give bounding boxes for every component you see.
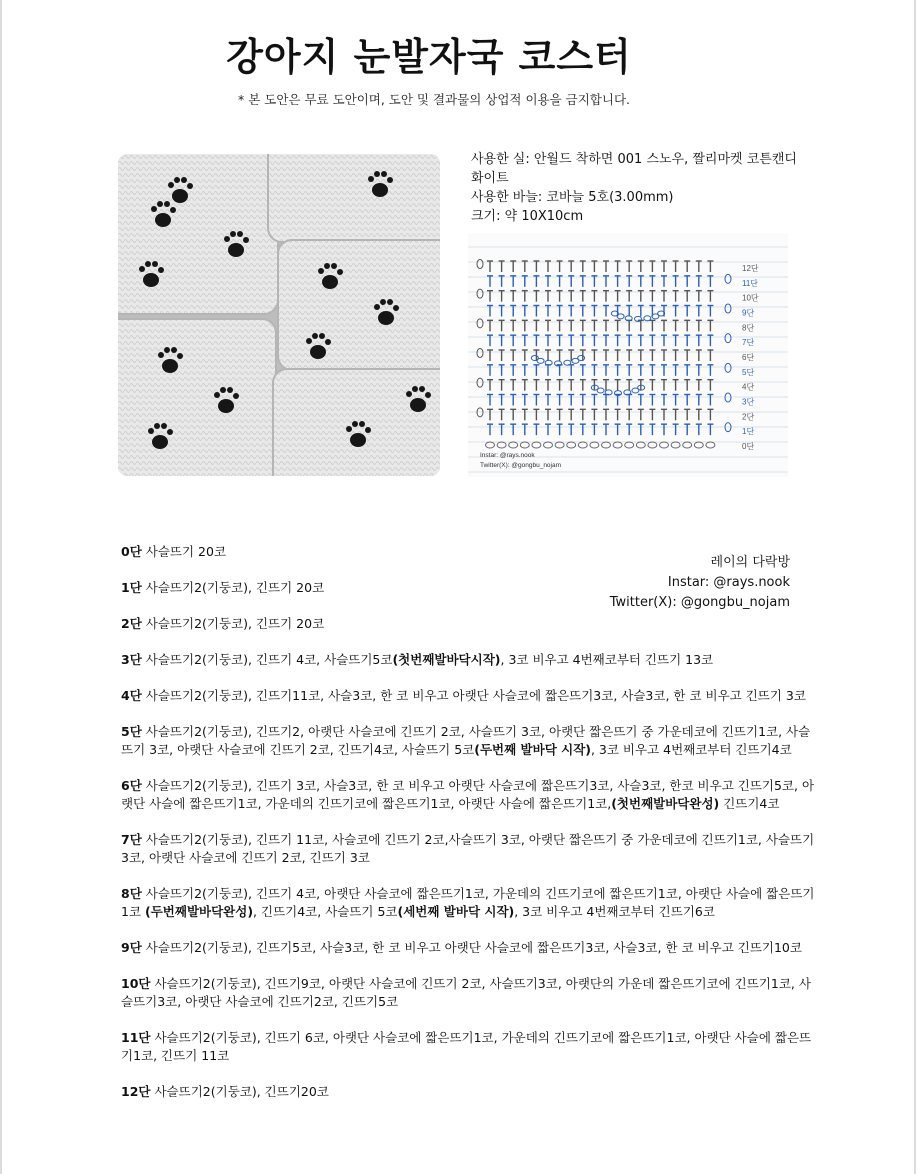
row-text: 사슬뜨기2(기둥코), 긴뜨기5코, 사슬3코, 한 코 비우고 아랫단 사슬코에 짧은뜨기3코, 사슬3코, 한 코 비우고 긴뜨기10코 [145, 940, 802, 955]
row-text: 사슬뜨기2(기둥코), 긴뜨기11코, 사슬3코, 한 코 비우고 아랫단 사슬코에 짧은뜨기3코, 사슬3코, 한 코 비우고 긴뜨기 3코 [145, 688, 806, 703]
hook-info: 사용한 바늘: 코바늘 5호(3.00mm) [471, 190, 674, 205]
row-text: 사슬뜨기2(기둥코), 긴뜨기9코, 아랫단 사슬코에 긴뜨기 2코, 사슬뜨기3코, 아랫단의 가운데 짧은뜨기코에 긴뜨기1코, 사슬뜨기3코, 아랫단 사슬코에 긴뜨기2코, 긴뜨기5코 [121, 976, 811, 1009]
row-instruction [121, 975, 821, 1011]
chart-chain-stitch [520, 442, 529, 448]
row-label: 7단 [121, 832, 142, 847]
row-highlight: (두번째발바닥완성) [145, 904, 254, 919]
row-highlight: (세번째 발바닥 시작) [397, 904, 515, 919]
row-label: 3단 [121, 652, 142, 667]
row-text: 사슬뜨기2(기둥코), 긴뜨기 6코, 아랫단 사슬코에 짧은뜨기1코, 가운데의 긴뜨기코에 짧은뜨기1코, 아랫단 사슬에 짧은뜨기1코, 긴뜨기 11코 [121, 1030, 812, 1063]
chart-chain-stitch [671, 442, 680, 448]
chart-turning-chain [725, 363, 731, 372]
chart-paw-chain [644, 316, 651, 321]
chart-chain-stitch [625, 442, 634, 448]
chart-turning-chain [725, 304, 731, 313]
row-text: , 3코 비우고 4번째코부터 긴뜨기4코 [590, 742, 792, 757]
row-text: 사슬뜨기2(기둥코), 긴뜨기2, 아랫단 사슬코에 긴뜨기 2코, 사슬뜨기 3코, 아랫단 짧은뜨기 중 가운데코에 긴뜨기1코, 사슬뜨기 3코, 아랫단 사슬코에 긴뜨기 2코, 긴뜨기4코, 사슬뜨기 5코 [121, 724, 811, 757]
row-instruction [121, 723, 821, 759]
chart-row-label: 6단 [742, 353, 755, 362]
page-title: 강아지 눈발자국 코스터 [226, 35, 632, 79]
yarn-info-line1: 사용한 실: 안월드 착하면 001 스노우, 짤리마켓 코튼캔디 [471, 152, 797, 167]
chart-turning-chain [477, 378, 483, 387]
row-instruction [121, 1029, 821, 1065]
chart-chain-stitch [578, 442, 587, 448]
row-text: 사슬뜨기2(기둥코), 긴뜨기 20코 [145, 616, 325, 631]
chart-chain-stitch [509, 442, 518, 448]
chart-row-label: 8단 [742, 323, 755, 333]
credit-name: 레이의 다락방 [710, 555, 790, 570]
row-text: , 3코 비우고 4번째코부터 긴뜨기6코 [514, 904, 715, 919]
row-instructions [121, 543, 821, 1119]
row-highlight: (첫번째발바닥완성) [611, 796, 720, 811]
chart-chain-stitch [636, 442, 645, 448]
chart-chain-stitch [486, 442, 495, 448]
row-highlight: (두번째 발바닥 시작) [474, 742, 591, 757]
size-info: 크기: 약 10X10cm [471, 209, 584, 224]
chart-row-label: 12단 [742, 264, 759, 273]
chart-chain-stitch [648, 442, 657, 448]
chart-row-label: 2단 [742, 412, 755, 422]
chart-row-label: 9단 [742, 308, 755, 318]
row-label: 9단 [121, 940, 142, 955]
row-label: 12단 [121, 1084, 151, 1099]
chart-chain-stitch [497, 442, 506, 448]
yarn-info-line2: 화이트 [471, 171, 509, 186]
row-text: , 3코 비우고 4번째코부터 긴뜨기 13코 [500, 652, 714, 667]
credit-twitter: Twitter(X): @gongbu_nojam [609, 595, 790, 610]
row-instruction [121, 687, 821, 705]
row-instruction [121, 777, 821, 813]
chart-chain-stitch [602, 442, 611, 448]
row-instruction [121, 831, 821, 867]
row-label: 4단 [121, 688, 142, 703]
chart-paw-chain [578, 355, 585, 360]
chart-turning-chain [725, 274, 731, 283]
row-text: 사슬뜨기2(기둥코), 긴뜨기20코 [154, 1084, 329, 1099]
chart-chain-stitch [555, 442, 564, 448]
row-instruction [121, 885, 821, 921]
row-instruction [121, 615, 821, 633]
coaster-photo [118, 154, 440, 476]
chart-row-label: 5단 [742, 367, 755, 377]
row-instruction [121, 579, 821, 597]
row-text: 사슬뜨기2(기둥코), 긴뜨기 20코 [145, 580, 325, 595]
chart-watermark-instagram: Instar: @rays.nook [480, 452, 535, 459]
chart-chain-stitch [532, 442, 541, 448]
row-label: 2단 [121, 616, 142, 631]
credit-instagram: Instar: @rays.nook [667, 575, 790, 590]
chart-row-label: 7단 [742, 338, 755, 348]
chart-watermark-twitter: Twitter(X): @gongbu_nojam [480, 462, 562, 469]
chart-turning-chain [477, 319, 483, 328]
row-label: 0단 [121, 544, 142, 559]
row-text: 사슬뜨기 20코 [145, 544, 227, 559]
row-label: 10단 [121, 976, 151, 991]
row-instruction [121, 651, 821, 669]
row-text: 사슬뜨기2(기둥코), 긴뜨기 3코, 사슬3코, 한 코 비우고 아랫단 사슬코에 짧은뜨기3코, 사슬3코, 한코 비우고 긴뜨기5코, 아랫단 사슬에 짧은뜨기1코, 가운데의 긴뜨기코에 짧은뜨기1코, 아랫단 사슬에 짧은뜨기1코, [121, 778, 815, 811]
chart-chain-stitch [590, 442, 599, 448]
chart-chain-stitch [544, 442, 553, 448]
chart-chain-stitch [660, 442, 669, 448]
materials-info [471, 150, 811, 226]
row-text: 사슬뜨기2(기둥코), 긴뜨기 4코, 사슬뜨기5코 [145, 652, 393, 667]
row-text: 사슬뜨기2(기둥코), 긴뜨기 11코, 사슬코에 긴뜨기 2코,사슬뜨기 3코, 아랫단 짧은뜨기 중 가운데코에 긴뜨기1코, 사슬뜨기 3코, 아랫단 사슬코에 긴뜨기 2코, 긴뜨기 3코 [121, 832, 815, 865]
row-text: , 긴뜨기4코, 사슬뜨기 5코 [253, 904, 398, 919]
row-label: 5단 [121, 724, 142, 739]
chart-row-label: 1단 [742, 427, 755, 437]
chart-paw-chain [537, 358, 544, 363]
chart-row-label: 11단 [742, 278, 759, 288]
chart-chain-stitch [683, 442, 692, 448]
row-label: 1단 [121, 580, 142, 595]
row-label: 6단 [121, 778, 142, 793]
row-text: 긴뜨기4코 [719, 796, 780, 811]
chart-chain-stitch [613, 442, 622, 448]
crochet-chart-graphic [468, 233, 788, 477]
row-highlight: (첫번째발바닥시작) [392, 652, 501, 667]
chart-row-label: 10단 [742, 293, 759, 303]
chart-paw-chain [564, 360, 571, 365]
coaster-photo-graphic [118, 154, 440, 476]
page-edge-left [0, 0, 2, 1174]
crochet-chart [468, 233, 788, 477]
row-instruction [121, 543, 821, 561]
chart-row-label: 3단 [742, 397, 755, 407]
chart-chain-stitch [694, 442, 703, 448]
chart-turning-chain [477, 289, 483, 298]
chart-turning-chain [725, 334, 731, 343]
chart-turning-chain [477, 260, 483, 269]
row-label: 8단 [121, 886, 142, 901]
row-instruction [121, 1083, 821, 1101]
row-label: 11단 [121, 1030, 151, 1045]
row-instruction [121, 939, 821, 957]
chart-turning-chain [477, 349, 483, 358]
chart-row-label: 4단 [742, 382, 755, 392]
chart-chain-stitch [706, 442, 715, 448]
chart-chain-stitch [567, 442, 576, 448]
chart-row-label: 0단 [742, 442, 755, 451]
chart-paw-chain [597, 388, 604, 393]
copyright-notice: * 본 도안은 무료 도안이며, 도안 및 결과물의 상업적 이용을 금지합니다. [237, 92, 631, 107]
row-text: 사슬뜨기2(기둥코), 긴뜨기 4코, 아랫단 사슬코에 짧은뜨기1코, 가운데의 긴뜨기코에 짧은뜨기1코, 아랫단 사슬에 짧은뜨기1코 [121, 886, 815, 919]
